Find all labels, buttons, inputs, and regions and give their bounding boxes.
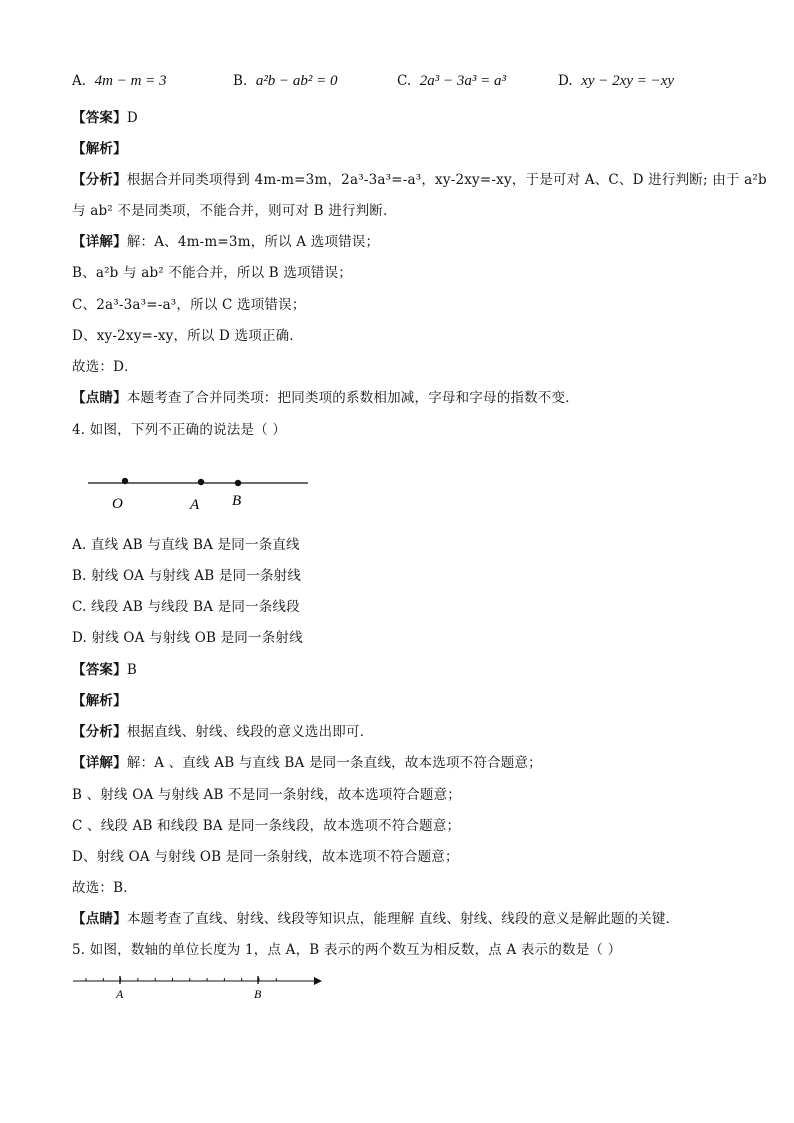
q3-xiangjie-line-2: B、a²b 与 ab² 不能合并，所以 B 选项错误；: [72, 265, 352, 281]
q5-ticks: [86, 976, 276, 984]
q3-xiangjie-line-1: 【详解】解：A、4m-m=3m，所以 A 选项错误；: [72, 234, 380, 250]
q3-answer: 【答案】D: [72, 110, 138, 126]
q4-conclusion: 故选：B．: [72, 880, 137, 896]
q3-option-b: B. a²b − ab² = 0: [233, 73, 338, 89]
q3-conclusion: 故选：D．: [72, 359, 138, 375]
q4-fenxi: 【分析】根据直线、射线、线段的意义选出即可．: [72, 724, 374, 740]
q3-fenxi-line-2: 与 ab² 不是同类项，不能合并，则可对 B 进行判断．: [72, 203, 397, 219]
q3-option-c: C. 2a³ − 3a³ = a³: [397, 73, 506, 89]
q5-axis-arrow: [314, 977, 322, 985]
q5-label-b: B: [254, 987, 262, 1001]
q3-xiangjie-line-4: D、xy-2xy=-xy，所以 D 选项正确．: [72, 328, 304, 344]
q4-xiangjie-line-3: C 、线段 AB 和线段 BA 是同一条线段，故本选项不符合题意；: [72, 818, 461, 834]
q4-point-b: [235, 480, 241, 486]
q4-xiangjie-line-4: D、射线 OA 与射线 OB 是同一条射线，故本选项不符合题意；: [72, 849, 459, 865]
q4-option-b: B. 射线 OA 与射线 AB 是同一条射线: [72, 568, 302, 584]
q3-option-d: D. xy − 2xy = −xy: [558, 73, 675, 89]
q4-label-o: O: [112, 496, 123, 512]
q4-xiangjie-line-2: B 、射线 OA 与射线 AB 不是同一条射线，故本选项符合题意；: [72, 787, 461, 803]
q4-figure: [80, 468, 320, 518]
q5-stem: 5. 如图，数轴的单位长度为 1，点 A，B 表示的两个数互为相反数，点 A 表示的数是（ ）: [72, 942, 622, 958]
q3-analysis-heading: 【解析】: [72, 141, 127, 157]
q3-xiangjie-line-3: C、2a³-3a³=-a³，所以 C 选项错误；: [72, 297, 306, 313]
q3-option-a: A. 4m − m = 3: [72, 73, 167, 89]
q3-dianjing: 【点睛】本题考查了合并同类项：把同类项的系数相加减，字母和字母的指数不变．: [72, 390, 579, 406]
q4-dianjing: 【点睛】本题考查了直线、射线、线段等知识点，能理解 直线、射线、线段的意义是解此题的关键．: [72, 911, 680, 927]
q4-label-a: A: [190, 497, 200, 513]
q4-point-o: [122, 478, 128, 484]
q4-option-c: C. 线段 AB 与线段 BA 是同一条线段: [72, 599, 300, 615]
q4-stem: 4. 如图，下列不正确的说法是（ ）: [72, 422, 287, 438]
q4-option-d: D. 射线 OA 与射线 OB 是同一条射线: [72, 630, 303, 646]
q4-xiangjie-line-1: 【详解】解：A 、直线 AB 与直线 BA 是同一条直线，故本选项不符合题意；: [72, 755, 542, 771]
q4-analysis-heading: 【解析】: [72, 693, 127, 709]
q5-label-a: A: [116, 987, 124, 1001]
q5-number-line: [70, 968, 330, 1004]
q4-point-a: [198, 479, 204, 485]
q4-option-a: A. 直线 AB 与直线 BA 是同一条直线: [72, 537, 300, 553]
q3-fenxi-line-1: 【分析】根据合并同类项得到 4m-m=3m，2a³-3a³=-a³，xy-2xy=-xy，于是可对 A、C、D 进行判断; 由于 a²b: [72, 172, 767, 188]
q4-answer: 【答案】B: [72, 662, 137, 678]
q4-label-b: B: [232, 493, 242, 509]
